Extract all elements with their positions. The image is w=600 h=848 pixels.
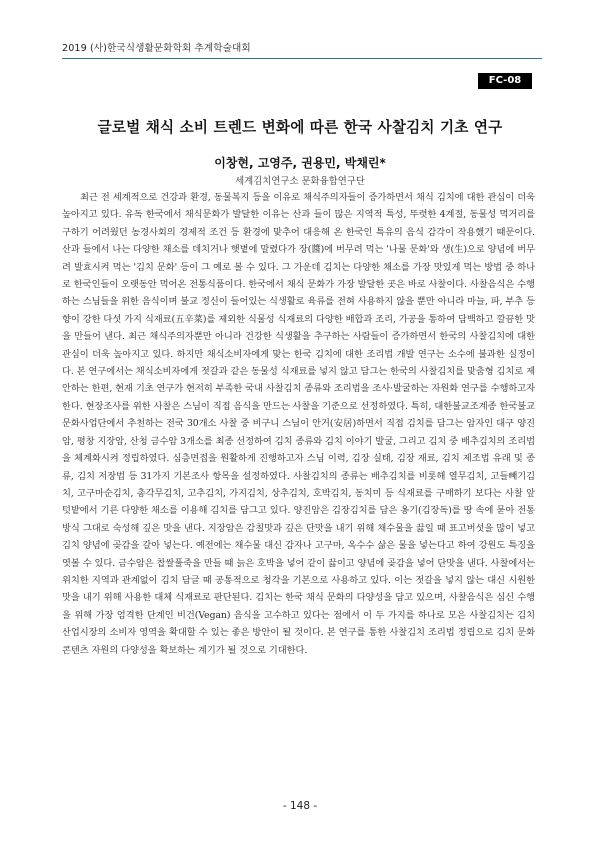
- paper-title: 글로벌 채식 소비 트렌드 변화에 따른 한국 사찰김치 기초 연구: [97, 119, 503, 136]
- paper-authors: 이창현, 고영주, 권용민, 박채린*: [214, 156, 386, 170]
- abstract-body: 최근 전 세계적으로 건강과 환경, 동물복지 등을 이유로 채식주의자들이 증가하면서 채식 김치에 대한 관심이 더욱 높아지고 있다. 유독 한국에서 채식문화가 발달한 이유는 산과 들이 많은 지역적 특성, 뚜렷한 4계절, 동물성 먹거리를 구하기 어려웠던 농경사회의 경제적 조건 등 환경에 맞추어 대응해 온 한국인 특유의 음식 감각이 작용했기 때문이다. 산과 들에서 나는 다양한 채소를 데치거나 햇볕에 말렸다가 장(醬)에 버무려 먹는 '나물 문화'와 생(生)으로 양념에 버무려 발효시켜 먹는 '김치 문화' 등이 그 예로 볼 수 있다. 그 가운데 김치는 다양한 채소를 가장 맛있게 먹는 방법 중 하나로 한국인들이 오랫동안 먹어온 전통식품이다. 한국에서 채식 문화가 가장 발달한 곳은 바로 사찰이다. 사찰음식은 수행하는 스님들을 위한 음식이며 불교 정신이 들어있는 식생활로 육류를 전혀 사용하지 않을 뿐만 아니라 마늘, 파, 부추 등 향이 강한 다섯 가지 식재료(五辛菜)를 제외한 식물성 식재료의 다양한 배합과 조리, 가공을 통하여 담백하고 깔끔한 맛을 만들어 낸다. 최근 채식주의자뿐만 아니라 건강한 식생활을 추구하는 사람들이 증가하면서 한국의 사찰김치에 대한 관심이 더욱 높아지고 있다. 하지만 채식소비자에게 맞는 한국 김치에 대한 조리법 개발 연구는 소수에 불과한 실정이다. 본 연구에서는 채식소비자에게 젓갈과 같은 동물성 식재료를 넣지 않고 담그는 한국의 사찰김치를 맞춤형 김치로 제안하는 한편, 현재 기초 연구가 현저히 부족한 국내 사찰김치 종류와 조리법을 조사·발굴하는 자원화 연구를 수행하고자 한다. 현장조사를 위한 사찰은 스님이 직접 음식을 만드는 사찰을 기준으로 선정하였다. 특히, 대한불교조계종 한국불교문화사업단에서 추천하는 전국 30개소 사찰 중 비구니 스님이 안거(安居)하면서 직접 김치를 담그는 암자인 대구 양진암, 평창 지장암, 산청 금수암 3개소를 최종 선정하여 김치 종류와 김치 이야기 발굴, 그리고 김치 중 배추김치의 조리법을 체계화시켜 정립하였다. 심층면접을 원활하게 진행하고자 스님 이력, 김장 실태, 김장 재료, 김치 제조법 유래 및 종류, 김치 저장법 등 31가지 기본조사 항목을 설정하였다. 사찰김치의 종류는 배추김치를 비롯해 열무김치, 고들빼기김치, 고구마순김치, 총각무김치, 고추김치, 가지김치, 상추김치, 호박김치, 동치미 등 식재료를 구매하기 보다는 사찰 앞 텃밭에서 기른 다양한 채소를 이용해 김치를 담그고 있다. 양진암은 김장김치를 담은 옹기(김장독)를 땅 속에 묻아 전통 방식 그대로 숙성해 깊은 맛을 낸다. 지장암은 감칠맛과 깊은 단맛을 내기 위해 채수물을 끓일 때 표고버섯을 많이 넣고 김치 양념에 곶감을 갈아 넣는다. 예전에는 채수물 대신 감자나 고구마, 옥수수 삶은 물을 넣는다고 하여 강원도 특징을 엿볼 수 있다. 금수암은 찹쌀풀죽을 만들 때 늙은 호박을 넣어 같이 끓이고 양념에 곶감을 넣어 단맛을 낸다. 사찰에서는 위치한 지역과 관계없이 김치 담글 때 공통적으로 청각을 기본으로 사용하고 있다. 이는 젓갈을 넣지 않는 대신 시원한 맛을 내기 위해 사용한 대체 식재료로 판단된다. 김치는 한국 채식 문화의 다양성을 담고 있으며, 사찰음식은 심신 수행을 위해 가장 엄격한 단계인 비건(Vegan) 음식을 고수하고 있다는 점에서 이 두 가지를 하나로 모은 사찰김치는 김치 산업시장의 소비자 영역을 확대할 수 있는 좋은 방안이 될 것이다. 본 연구를 통한 사찰김치 조리법 정립으로 김치 문화 콘텐츠 자원의 다양성을 확보하는 계기가 될 것으로 기대한다.: [62, 192, 535, 656]
- conference-header: 2019 (사)한국식생활문화학회 추계학술대회: [62, 43, 251, 54]
- paper-affiliation: 세계김치연구소 문화융합연구단: [235, 176, 365, 187]
- header-divider: [62, 58, 542, 59]
- page-number: - 148 -: [282, 800, 318, 812]
- session-code-badge: FC-08: [478, 73, 532, 89]
